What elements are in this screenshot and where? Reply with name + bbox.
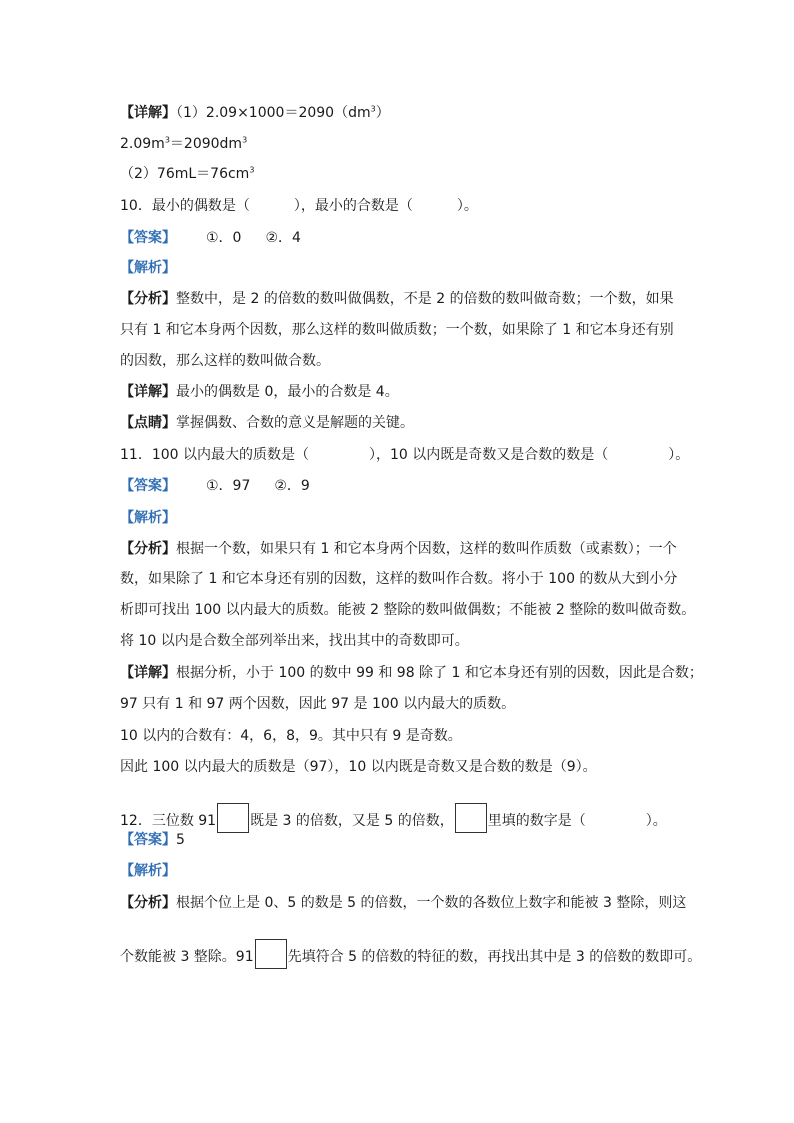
blank-box bbox=[455, 803, 487, 833]
analysis-tag: 【分析】 bbox=[120, 895, 176, 911]
analysis-11-line-4 bbox=[120, 631, 469, 651]
question-text: ）。 bbox=[456, 198, 478, 214]
analysis-tag: 【解析】 bbox=[120, 510, 176, 526]
question-11 bbox=[120, 445, 689, 465]
analysis-12-line-2 bbox=[120, 939, 701, 969]
analysis-text: 析即可找出 100 以内最大的质数。能被 2 整除的数叫做偶数；不能被 2 整除的数叫做奇数。 bbox=[120, 602, 696, 618]
answer-tag: 【答案】 bbox=[120, 478, 176, 494]
detail-11-line-2 bbox=[120, 694, 515, 714]
analysis-11-line-3 bbox=[120, 600, 695, 620]
question-text: 里填的数字是（ bbox=[487, 813, 586, 829]
answer-12 bbox=[120, 830, 185, 850]
detail-tag: 【详解】 bbox=[120, 384, 176, 400]
analysis-header-11 bbox=[120, 508, 176, 528]
detail-tag: 【详解】 bbox=[120, 665, 176, 681]
question-text: ）。 bbox=[668, 447, 690, 463]
detail-11-line-3 bbox=[120, 726, 462, 746]
question-10 bbox=[120, 196, 478, 216]
analysis-tag: 【分析】 bbox=[120, 541, 176, 557]
analysis-tag: 【解析】 bbox=[120, 260, 176, 276]
question-text: 既是 3 的倍数，又是 5 的倍数， bbox=[250, 813, 454, 829]
detail-tag: 【详解】 bbox=[120, 105, 176, 121]
text: （2）76mL＝76cm bbox=[120, 166, 250, 182]
superscript: 3 bbox=[249, 165, 255, 175]
superscript: 3 bbox=[242, 135, 248, 145]
analysis-text: 数，如果除了 1 和它本身还有别的因数，这样的数叫作合数。将小于 100 的数从大到小分 bbox=[120, 571, 678, 587]
analysis-tag: 【分析】 bbox=[120, 291, 176, 307]
answer-10 bbox=[120, 228, 301, 248]
superscript: 3 bbox=[370, 104, 376, 114]
analysis-text: 只有 1 和它本身两个因数，那么这样的数叫做质数；一个数，如果除了 1 和它本身还有别 bbox=[120, 322, 674, 338]
superscript: 3 bbox=[164, 135, 170, 145]
question-text: ），最小的合数是（ bbox=[293, 198, 413, 214]
analysis-header-12 bbox=[120, 861, 176, 881]
question-text: 12．三位数 91 bbox=[120, 813, 217, 829]
answer-value: ②．4 bbox=[265, 230, 301, 246]
answer-tag: 【答案】 bbox=[120, 832, 176, 848]
question-12 bbox=[120, 803, 667, 833]
detail-text: 因此 100 以内最大的质数是（97），10 以内既是奇数又是合数的数是（9）。 bbox=[120, 759, 597, 775]
analysis-header-10 bbox=[120, 258, 176, 278]
question-text: ），10 以内既是奇数又是合数的数是（ bbox=[369, 447, 609, 463]
analysis-text: 个数能被 3 整除。91 bbox=[120, 949, 254, 965]
answer-11 bbox=[120, 476, 310, 496]
question-text: 10．最小的偶数是（ bbox=[120, 198, 250, 214]
detail-11-line-4 bbox=[120, 757, 597, 777]
detail-line-1 bbox=[120, 103, 390, 123]
analysis-11-line-2 bbox=[120, 569, 677, 589]
answer-value: ①．97 bbox=[206, 478, 251, 494]
blank-box bbox=[255, 939, 287, 969]
detail-11-line-1 bbox=[120, 663, 703, 683]
analysis-text: 根据一个数，如果只有 1 和它本身两个因数，这样的数叫作质数（或素数）；一个 bbox=[176, 541, 677, 557]
blank-box bbox=[217, 803, 249, 833]
analysis-text: 先填符合 5 的倍数的特征的数，再找出其中是 3 的倍数的数即可。 bbox=[287, 949, 702, 965]
detail-10 bbox=[120, 382, 399, 402]
question-text: ）。 bbox=[645, 813, 667, 829]
key-point-text: 掌握偶数、合数的意义是解题的关键。 bbox=[176, 415, 414, 431]
text: 2.09m bbox=[120, 136, 165, 152]
answer-value: 5 bbox=[176, 832, 185, 848]
analysis-tag: 【解析】 bbox=[120, 863, 176, 879]
detail-text: 最小的偶数是 0，最小的合数是 4。 bbox=[176, 384, 399, 400]
analysis-10-line-2 bbox=[120, 320, 674, 340]
analysis-text: 的因数，那么这样的数叫做合数。 bbox=[120, 353, 330, 369]
key-point-10 bbox=[120, 413, 414, 433]
analysis-12-line-1 bbox=[120, 893, 686, 913]
analysis-text: 将 10 以内是合数全部列举出来，找出其中的奇数即可。 bbox=[120, 633, 469, 649]
detail-text: 10 以内的合数有：4，6，8，9。其中只有 9 是奇数。 bbox=[120, 728, 462, 744]
question-text: 11．100 以内最大的质数是（ bbox=[120, 447, 309, 463]
analysis-10-line-3 bbox=[120, 351, 330, 371]
detail-line-3 bbox=[120, 164, 254, 184]
answer-value: ①．0 bbox=[206, 230, 242, 246]
detail-text-end: ） bbox=[375, 105, 390, 121]
analysis-11-line-1 bbox=[120, 539, 677, 559]
detail-line-2 bbox=[120, 134, 247, 154]
detail-text: 97 只有 1 和 97 两个因数，因此 97 是 100 以内最大的质数。 bbox=[120, 696, 516, 712]
answer-tag: 【答案】 bbox=[120, 230, 176, 246]
detail-text: （1）2.09×1000＝2090（dm bbox=[176, 105, 371, 121]
detail-text: 根据分析，小于 100 的数中 99 和 98 除了 1 和它本身还有别的因数，因此是合数； bbox=[176, 665, 703, 681]
key-point-tag: 【点睛】 bbox=[120, 415, 176, 431]
analysis-text: 整数中，是 2 的倍数的数叫做偶数，不是 2 的倍数的数叫做奇数；一个数，如果 bbox=[176, 291, 674, 307]
text: ＝2090dm bbox=[169, 136, 243, 152]
analysis-10-line-1 bbox=[120, 289, 674, 309]
analysis-text: 根据个位上是 0、5 的数是 5 的倍数，一个数的各数位上数字和能被 3 整除，则这 bbox=[176, 895, 687, 911]
answer-value: ②．9 bbox=[274, 478, 310, 494]
